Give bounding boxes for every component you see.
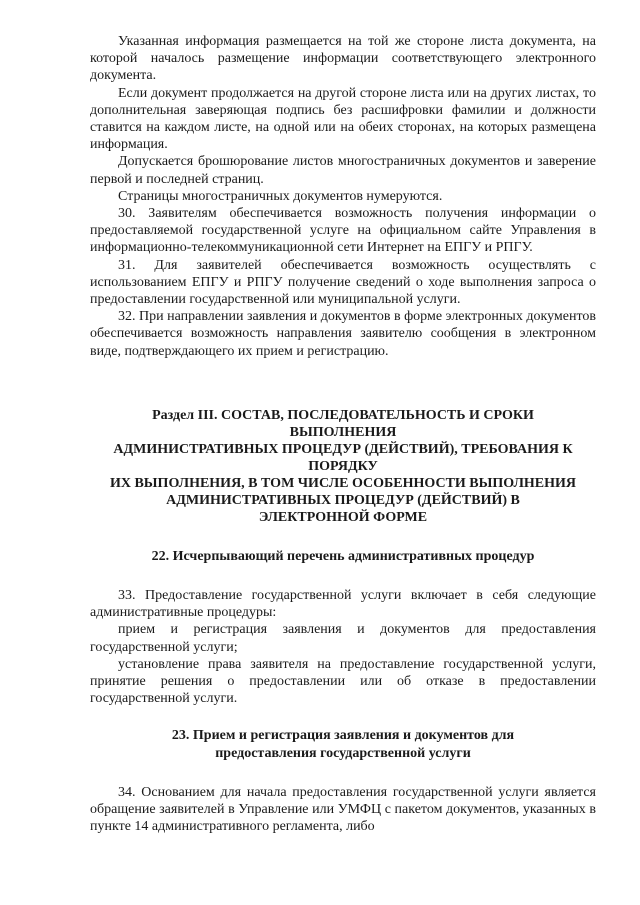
section-heading-line: АДМИНИСТРАТИВНЫХ ПРОЦЕДУР (ДЕЙСТВИЙ), ТРЕБОВАНИЯ К — [113, 441, 573, 457]
paragraph-page-numbering: Страницы многостраничных документов нумеруются. — [118, 188, 443, 204]
section-heading-line: ИХ ВЫПОЛНЕНИЯ, В ТОМ ЧИСЛЕ ОСОБЕННОСТИ ВЫПОЛНЕНИЯ — [109, 475, 577, 491]
subheading-23-line: 23. Прием и регистрация заявления и документов для — [171, 728, 515, 744]
subheading-23-line: предоставления государственной услуги — [215, 745, 471, 761]
paragraph-33: 33. Предоставление государственной услуги включает в себя следующие административные процедуры: — [90, 588, 596, 621]
list-item-entitlement: установление права заявителя на предоставление государственной услуги, принятие решения о предоставлении или об отказе в предоставлении государственной услуги. — [90, 656, 596, 707]
subheading-23 — [90, 727, 596, 761]
paragraph-binding: Допускается брошюрование листов многостраничных документов и заверение первой и последней страниц. — [90, 154, 596, 187]
subheading-22: 22. Исчерпывающий перечень административных процедур — [151, 548, 535, 564]
section-heading-line: ВЫПОЛНЕНИЯ — [289, 424, 397, 440]
list-item-reception: прием и регистрация заявления и документов для предоставления государственной услуги; — [90, 622, 596, 655]
paragraph-continuation: Если документ продолжается на другой стороне листа или на других листах, то дополнительная заверяющая подпись без расшифровки фамилии и должности ставится на каждом листе, на одной или на обеих сторонах, на которых размещена информация. — [90, 85, 596, 153]
paragraph-info-placement: Указанная информация размещается на той же стороне листа документа, на которой началось размещение информации соответствующего электронного документа. — [90, 34, 596, 84]
section-heading-line: ЭЛЕКТРОННОЙ ФОРМЕ — [258, 509, 428, 525]
paragraph-31: 31. Для заявителей обеспечивается возможность осуществлять с использованием ЕПГУ и РПГУ получение сведений о ходе выполнения запроса о предоставлении государственной или муниципальной услуги. — [90, 257, 596, 308]
section-heading-line: АДМИНИСТРАТИВНЫХ ПРОЦЕДУР (ДЕЙСТВИЙ) В — [166, 492, 520, 508]
paragraph-30: 30. Заявителям обеспечивается возможность получения информации о предоставляемой государственной услуге на официальном сайте Управления в информационно-телекоммуникационной сети Интернет на ЕПГУ и РПГУ. — [90, 206, 596, 256]
paragraph-32: 32. При направлении заявления и документов в форме электронных документов обеспечивается возможность направления заявителю сообщения в электронном виде, подтверждающего их прием и регистрацию. — [90, 309, 596, 359]
section-heading-line: ПОРЯДКУ — [308, 458, 378, 474]
section-heading-line: Раздел III. СОСТАВ, ПОСЛЕДОВАТЕЛЬНОСТЬ И СРОКИ — [152, 407, 534, 423]
paragraph-34: 34. Основанием для начала предоставления государственной услуги является обращение заявителей в Управление или УМФЦ с пакетом документов, указанных в пункте 14 административного регламента, либо — [90, 784, 596, 835]
document-page — [90, 33, 596, 836]
section-heading — [90, 407, 596, 526]
